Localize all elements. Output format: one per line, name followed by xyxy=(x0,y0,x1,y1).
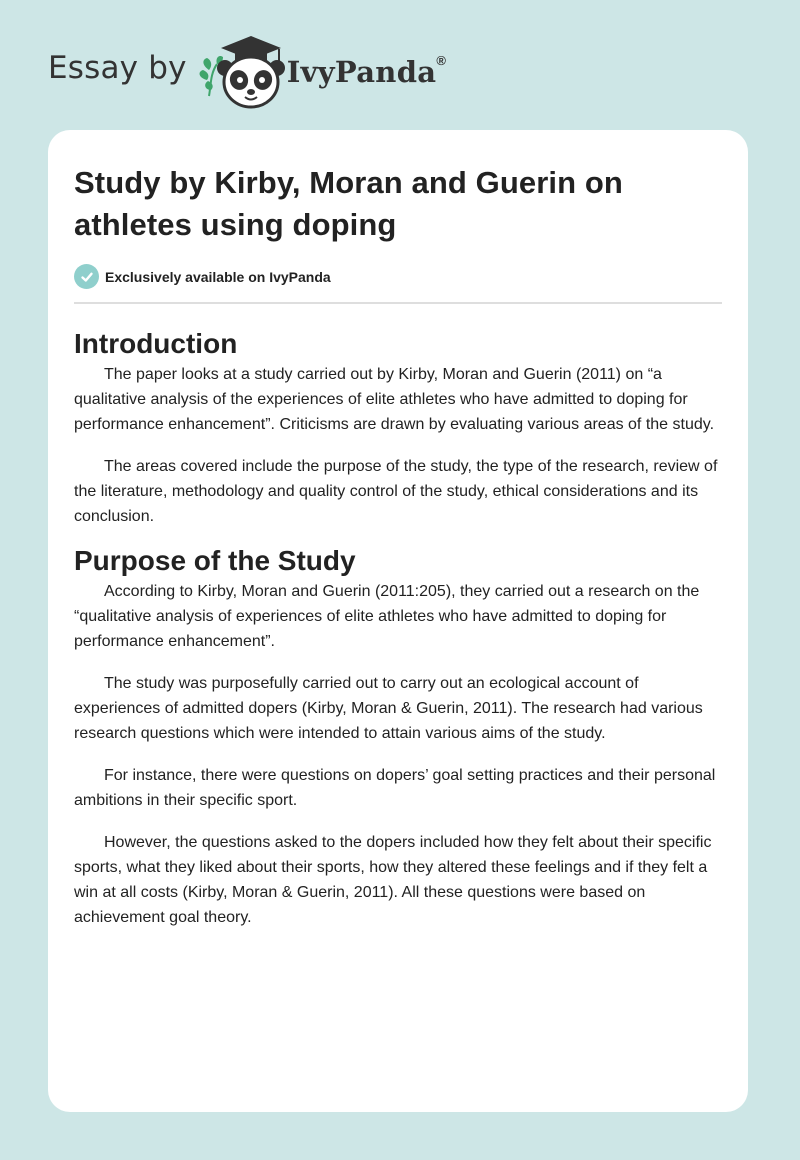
paragraph: According to Kirby, Moran and Guerin (2011:205), they carried out a research on the “qualitative analysis of experiences of elite athletes who have admitted to doping for performance enhancement”. xyxy=(74,583,700,650)
panda-graduation-cap-logo xyxy=(195,30,291,110)
paragraph: The paper looks at a study carried out by Kirby, Moran and Guerin (2011) on “a qualitative analysis of the experiences of elite athletes who have admitted to doping for performance enhancement”. Criticisms are drawn by evaluating various areas of the study. xyxy=(74,366,715,433)
exclusive-badge xyxy=(74,264,722,289)
title-divider xyxy=(74,302,722,304)
check-circle-icon xyxy=(74,264,99,289)
paragraph: The study was purposefully carried out to carry out an ecological account of experiences of admitted dopers (Kirby, Moran & Guerin, 2011). The research had various research questions which were intended to attain various aims of the study. xyxy=(74,675,703,742)
paragraph: For instance, there were questions on dopers’ goal setting practices and their personal ambitions in their specific sport. xyxy=(74,767,716,809)
article-card xyxy=(48,130,748,1112)
brand-name-text: IvyPanda xyxy=(286,55,437,89)
paragraph: However, the questions asked to the dopers included how they felt about their specific sports, what they liked about their sports, how they altered these feelings and if they felt a win at all costs (Kirby, Moran & Guerin, 2011). All these questions were based on achievement goal theory. xyxy=(74,834,712,926)
brand-prefix: Essay by xyxy=(48,50,187,86)
paragraph: The areas covered include the purpose of the study, the type of the research, review of the literature, methodology and quality control of the study, ethical considerations and its conclusion. xyxy=(74,458,718,525)
section-introduction xyxy=(74,326,722,529)
brand-name xyxy=(287,55,447,89)
section-heading: Purpose of the Study xyxy=(74,545,356,576)
registered-mark: ® xyxy=(436,53,447,69)
page-title: Study by Kirby, Moran and Guerin on athletes using doping xyxy=(74,165,623,242)
brand-header[interactable] xyxy=(48,30,446,110)
exclusive-badge-text: Exclusively available on IvyPanda xyxy=(105,268,331,285)
section-heading: Introduction xyxy=(74,328,238,359)
section-purpose-of-the-study xyxy=(74,543,722,930)
